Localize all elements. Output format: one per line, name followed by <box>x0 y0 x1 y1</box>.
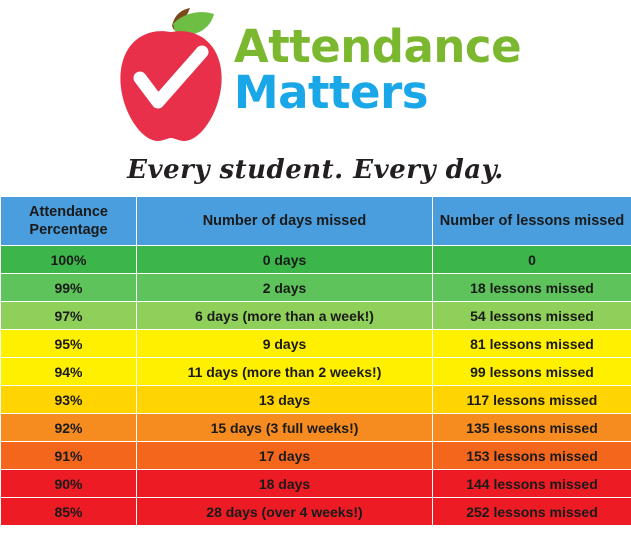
table-row <box>1 442 631 470</box>
cell-days: 2 days <box>137 274 433 302</box>
cell-lessons: 153 lessons missed <box>433 442 631 470</box>
cell-lessons: 99 lessons missed <box>433 358 631 386</box>
cell-percentage: 94% <box>1 358 137 386</box>
table-header-row <box>1 197 631 246</box>
cell-percentage: 92% <box>1 414 137 442</box>
cell-days: 15 days (3 full weeks!) <box>137 414 433 442</box>
cell-days: 11 days (more than 2 weeks!) <box>137 358 433 386</box>
logo-title <box>233 8 522 119</box>
table-body <box>1 246 631 526</box>
logo-row <box>0 8 631 144</box>
cell-percentage: 100% <box>1 246 137 274</box>
header-lessons-missed: Number of lessons missed <box>433 197 631 246</box>
cell-lessons: 144 lessons missed <box>433 470 631 498</box>
cell-percentage: 91% <box>1 442 137 470</box>
header-days-missed: Number of days missed <box>137 197 433 246</box>
cell-days: 6 days (more than a week!) <box>137 302 433 330</box>
cell-lessons: 135 lessons missed <box>433 414 631 442</box>
cell-days: 9 days <box>137 330 433 358</box>
attendance-table <box>0 196 631 526</box>
table-row <box>1 302 631 330</box>
table-row <box>1 358 631 386</box>
cell-lessons: 81 lessons missed <box>433 330 631 358</box>
header-attendance-percentage: Attendance Percentage <box>1 197 137 246</box>
cell-percentage: 90% <box>1 470 137 498</box>
cell-percentage: 97% <box>1 302 137 330</box>
title-attendance: Attendance <box>233 20 522 73</box>
cell-percentage: 93% <box>1 386 137 414</box>
table-row <box>1 470 631 498</box>
table-row <box>1 330 631 358</box>
title-matters: Matters <box>233 65 429 119</box>
cell-lessons: 54 lessons missed <box>433 302 631 330</box>
cell-lessons: 117 lessons missed <box>433 386 631 414</box>
table-row <box>1 246 631 274</box>
cell-days: 28 days (over 4 weeks!) <box>137 498 433 526</box>
cell-days: 17 days <box>137 442 433 470</box>
cell-lessons: 252 lessons missed <box>433 498 631 526</box>
cell-percentage: 95% <box>1 330 137 358</box>
table-row <box>1 386 631 414</box>
cell-percentage: 99% <box>1 274 137 302</box>
table-row <box>1 498 631 526</box>
apple-with-checkmark-icon <box>110 8 232 144</box>
poster-header <box>0 0 631 196</box>
cell-percentage: 85% <box>1 498 137 526</box>
cell-days: 13 days <box>137 386 433 414</box>
cell-lessons: 18 lessons missed <box>433 274 631 302</box>
table-row <box>1 274 631 302</box>
cell-lessons: 0 <box>433 246 631 274</box>
cell-days: 18 days <box>137 470 433 498</box>
table-row <box>1 414 631 442</box>
cell-days: 0 days <box>137 246 433 274</box>
tagline: Every student. Every day. <box>127 155 504 185</box>
